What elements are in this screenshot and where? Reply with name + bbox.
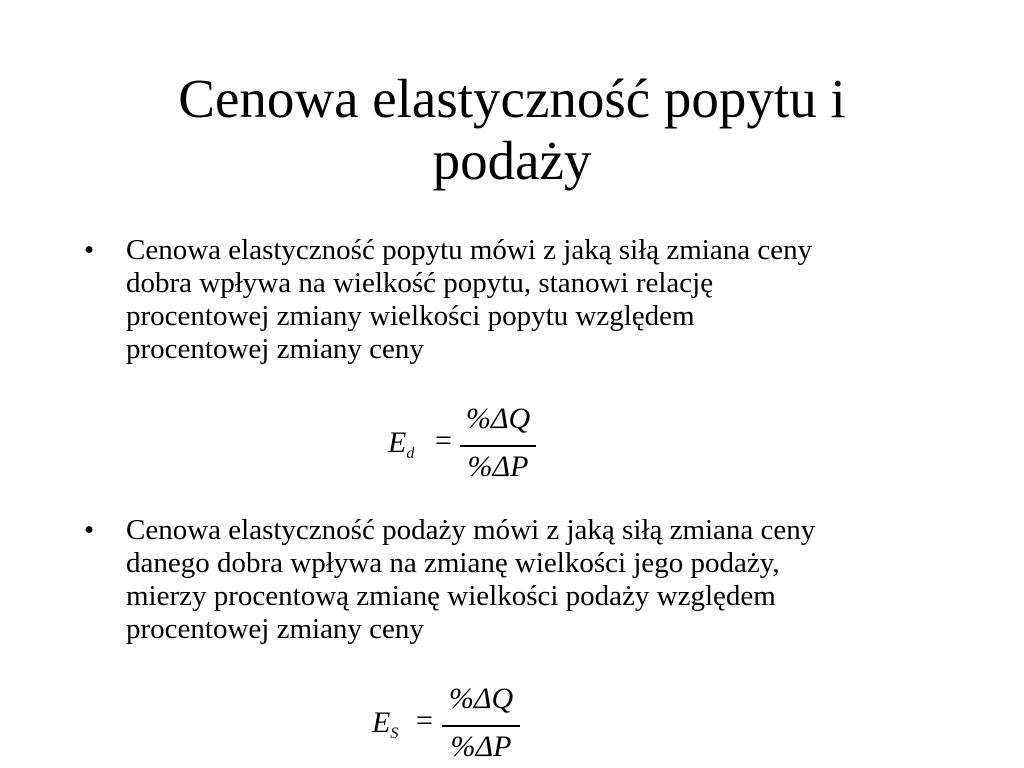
formula-numerator: %ΔQ xyxy=(448,682,514,715)
bullet-line: procentowej zmiany ceny xyxy=(126,613,424,645)
fraction-bar xyxy=(442,725,520,727)
formula-equals: = xyxy=(416,704,433,737)
formula-denominator: %ΔP xyxy=(450,730,512,763)
formula-equals: = xyxy=(435,424,452,457)
bullet-line: danego dobra wpływa na zmianę wielkości jego podaży, xyxy=(126,547,780,579)
formula-denominator: %ΔP xyxy=(467,450,529,483)
formula-lhs xyxy=(372,706,398,743)
formula-lhs-base: E xyxy=(388,426,407,459)
formula-lhs xyxy=(388,426,414,463)
slide-title-line-2: podaży xyxy=(432,130,592,191)
bullet-line: dobra wpływa na wielkość popytu, stanowi relację xyxy=(126,267,714,299)
bullet-text xyxy=(126,234,956,366)
bullet-icon: • xyxy=(84,514,95,546)
bullet-line: Cenowa elastyczność popytu mówi z jaką siłą zmiana ceny xyxy=(126,234,813,266)
formula-lhs-subscript: S xyxy=(390,725,399,742)
bullet-line: procentowej zmiany ceny xyxy=(126,333,424,365)
slide-title xyxy=(80,68,944,192)
bullet-text xyxy=(126,514,956,646)
bullet-icon: • xyxy=(84,234,95,266)
formula-lhs-base: E xyxy=(372,706,391,739)
supply-elasticity-formula xyxy=(372,680,532,768)
bullet-line: mierzy procentową zmianę wielkości podaży względem xyxy=(126,580,776,612)
bullet-line: Cenowa elastyczność podaży mówi z jaką siłą zmiana ceny xyxy=(126,514,816,546)
fraction-bar xyxy=(460,445,536,447)
formula-numerator: %ΔQ xyxy=(465,402,531,435)
slide-title-line-1: Cenowa elastyczność popytu i xyxy=(178,68,846,129)
demand-elasticity-formula xyxy=(388,400,548,490)
formula-lhs-subscript: d xyxy=(406,445,415,462)
bullet-line: procentowej zmiany wielkości popytu względem xyxy=(126,300,695,332)
